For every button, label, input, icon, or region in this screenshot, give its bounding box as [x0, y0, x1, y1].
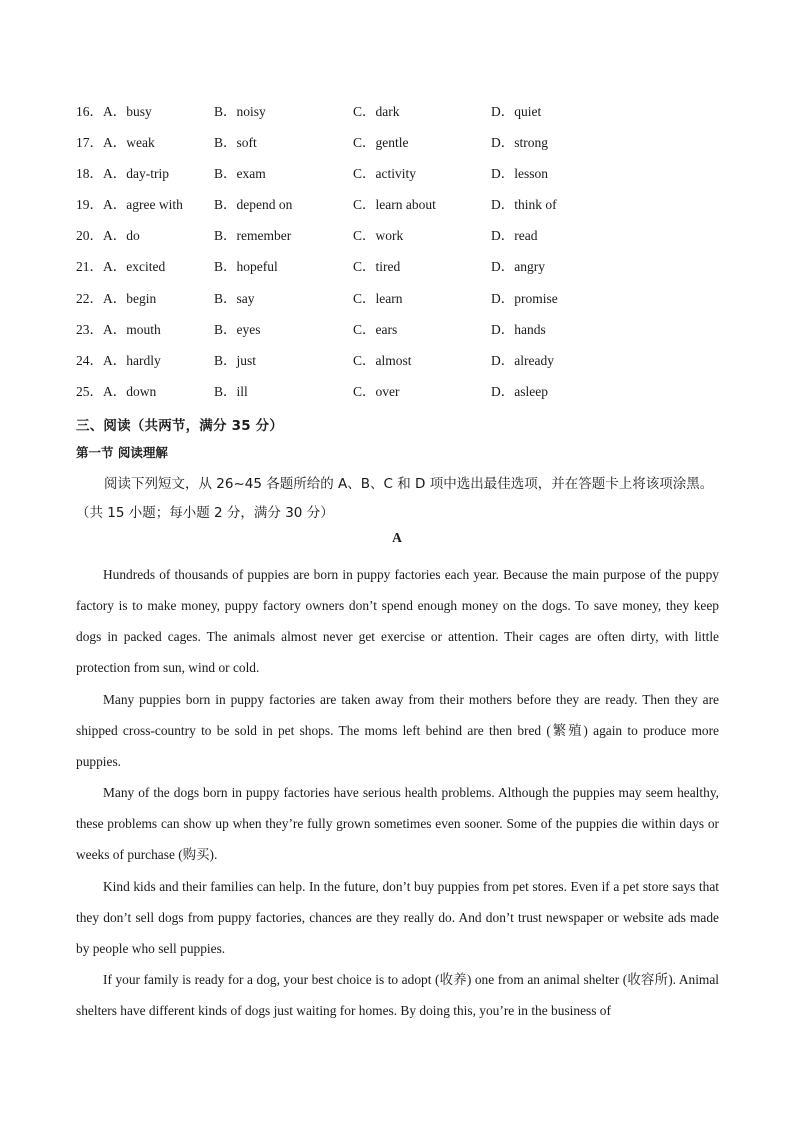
option-d: D．angry — [491, 259, 545, 275]
cloze-options-table — [76, 102, 726, 413]
option-c: C．activity — [353, 166, 416, 182]
question-number: 19． — [76, 197, 103, 213]
question-row — [76, 164, 726, 195]
option-d: D．think of — [491, 197, 557, 213]
option-a — [76, 102, 152, 122]
question-number: 25． — [76, 383, 103, 399]
option-d: D．hands — [491, 321, 546, 337]
paragraph: Kind kids and their families can help. In the future, don’t buy puppies from pet stores. Even if a pet store says that they don’t sell dogs from puppy factories, chances are they really do. And don’t trust newspaper or website ads made by people who sell puppies. — [76, 878, 719, 956]
option-a — [76, 289, 156, 309]
question-number: 16． — [76, 104, 103, 119]
section-title: 三、阅读（共两节，满分 35 分） — [76, 418, 284, 434]
option-text: A．day-trip — [103, 166, 169, 182]
option-b: B．hopeful — [214, 259, 278, 275]
option-c: C．learn — [353, 290, 403, 306]
question-number: 17． — [76, 135, 103, 151]
question-row — [76, 320, 726, 351]
option-a — [76, 382, 156, 402]
question-row — [76, 257, 726, 288]
option-text: A．mouth — [103, 321, 161, 337]
instruction-line-1: 阅读下列短文，从 26~45 各题所给的 A、B、C 和 D 项中选出最佳选项，并在答题卡上将该项涂黑。 — [104, 476, 714, 492]
option-text: A．busy — [103, 104, 152, 119]
paragraph: Many of the dogs born in puppy factories have serious health problems. Although the puppies may seem healthy, these problems can show up when they’re fully grown sometimes even sooner. Some of the puppies die within days or weeks of purchase (购买). — [76, 785, 719, 863]
option-d: D．strong — [491, 135, 548, 151]
option-text: A．agree with — [103, 197, 183, 213]
option-text: A．down — [103, 383, 157, 399]
option-text: A．excited — [103, 259, 166, 275]
option-c: C．almost — [353, 352, 412, 368]
option-b: B．eyes — [214, 321, 261, 337]
option-text: A．weak — [103, 135, 155, 151]
option-b: B．say — [214, 290, 255, 306]
option-b: B．noisy — [214, 104, 266, 119]
question-row — [76, 351, 726, 382]
option-c: C．over — [353, 383, 400, 399]
option-b: B．soft — [214, 135, 257, 151]
question-number: 23． — [76, 321, 103, 337]
option-c: C．gentle — [353, 135, 409, 151]
option-c: C．learn about — [353, 197, 436, 213]
option-d: D．already — [491, 352, 554, 368]
question-row — [76, 382, 726, 413]
question-row — [76, 289, 726, 320]
question-number: 21． — [76, 259, 103, 275]
option-d: D．promise — [491, 290, 558, 306]
option-d: D．lesson — [491, 166, 548, 182]
option-b: B．exam — [214, 166, 266, 182]
option-d: D．read — [491, 228, 538, 244]
question-number: 24． — [76, 352, 103, 368]
option-d: D．asleep — [491, 383, 548, 399]
option-a — [76, 164, 169, 184]
option-b: B．ill — [214, 383, 248, 399]
paragraph: Hundreds of thousands of puppies are born in puppy factories each year. Because the main purpose of the puppy factory is to make money, puppy factory owners don’t spend enough money on the dogs. To save money, they keep dogs in packed cages. The animals almost never get exercise or attention. Their cages are often dirty, with little protection from sun, wind or cold. — [76, 567, 719, 676]
option-b: B．depend on — [214, 197, 293, 213]
option-c: C．work — [353, 228, 404, 244]
option-c: C．ears — [353, 321, 398, 337]
option-c: C．tired — [353, 259, 401, 275]
option-a — [76, 257, 165, 277]
option-text: A．begin — [103, 290, 157, 306]
question-row — [76, 226, 726, 257]
question-number: 18． — [76, 166, 103, 182]
option-b: B．remember — [214, 228, 292, 244]
question-row — [76, 133, 726, 164]
paragraph: If your family is ready for a dog, your best choice is to adopt (收养) one from an animal shelter (收容所). Animal shelters have different kinds of dogs just waiting for homes. By doing this, you’re in the business of — [76, 972, 719, 1019]
question-row — [76, 102, 726, 133]
question-number: 20． — [76, 228, 103, 244]
option-a — [76, 351, 161, 371]
instruction-line-2: （共 15 小题；每小题 2 分，满分 30 分） — [76, 505, 334, 521]
option-d: D．quiet — [491, 104, 542, 119]
paragraph: Many puppies born in puppy factories are taken away from their mothers before they are ready. Then they are shipped cross-country to be sold in pet shops. The moms left behind are then bred (繁殖) again to produce more puppies. — [76, 691, 719, 769]
option-a — [76, 133, 155, 153]
passage-body — [76, 559, 719, 1026]
option-a — [76, 195, 183, 215]
option-b: B．just — [214, 352, 257, 368]
question-row — [76, 195, 726, 226]
section-subtitle: 第一节 阅读理解 — [76, 445, 168, 460]
option-c: C．dark — [353, 104, 400, 119]
passage-title: A — [392, 530, 402, 545]
question-number: 22． — [76, 290, 103, 306]
option-a — [76, 226, 140, 246]
option-text: A．do — [103, 228, 140, 244]
option-text: A．hardly — [103, 352, 161, 368]
option-a — [76, 320, 161, 340]
